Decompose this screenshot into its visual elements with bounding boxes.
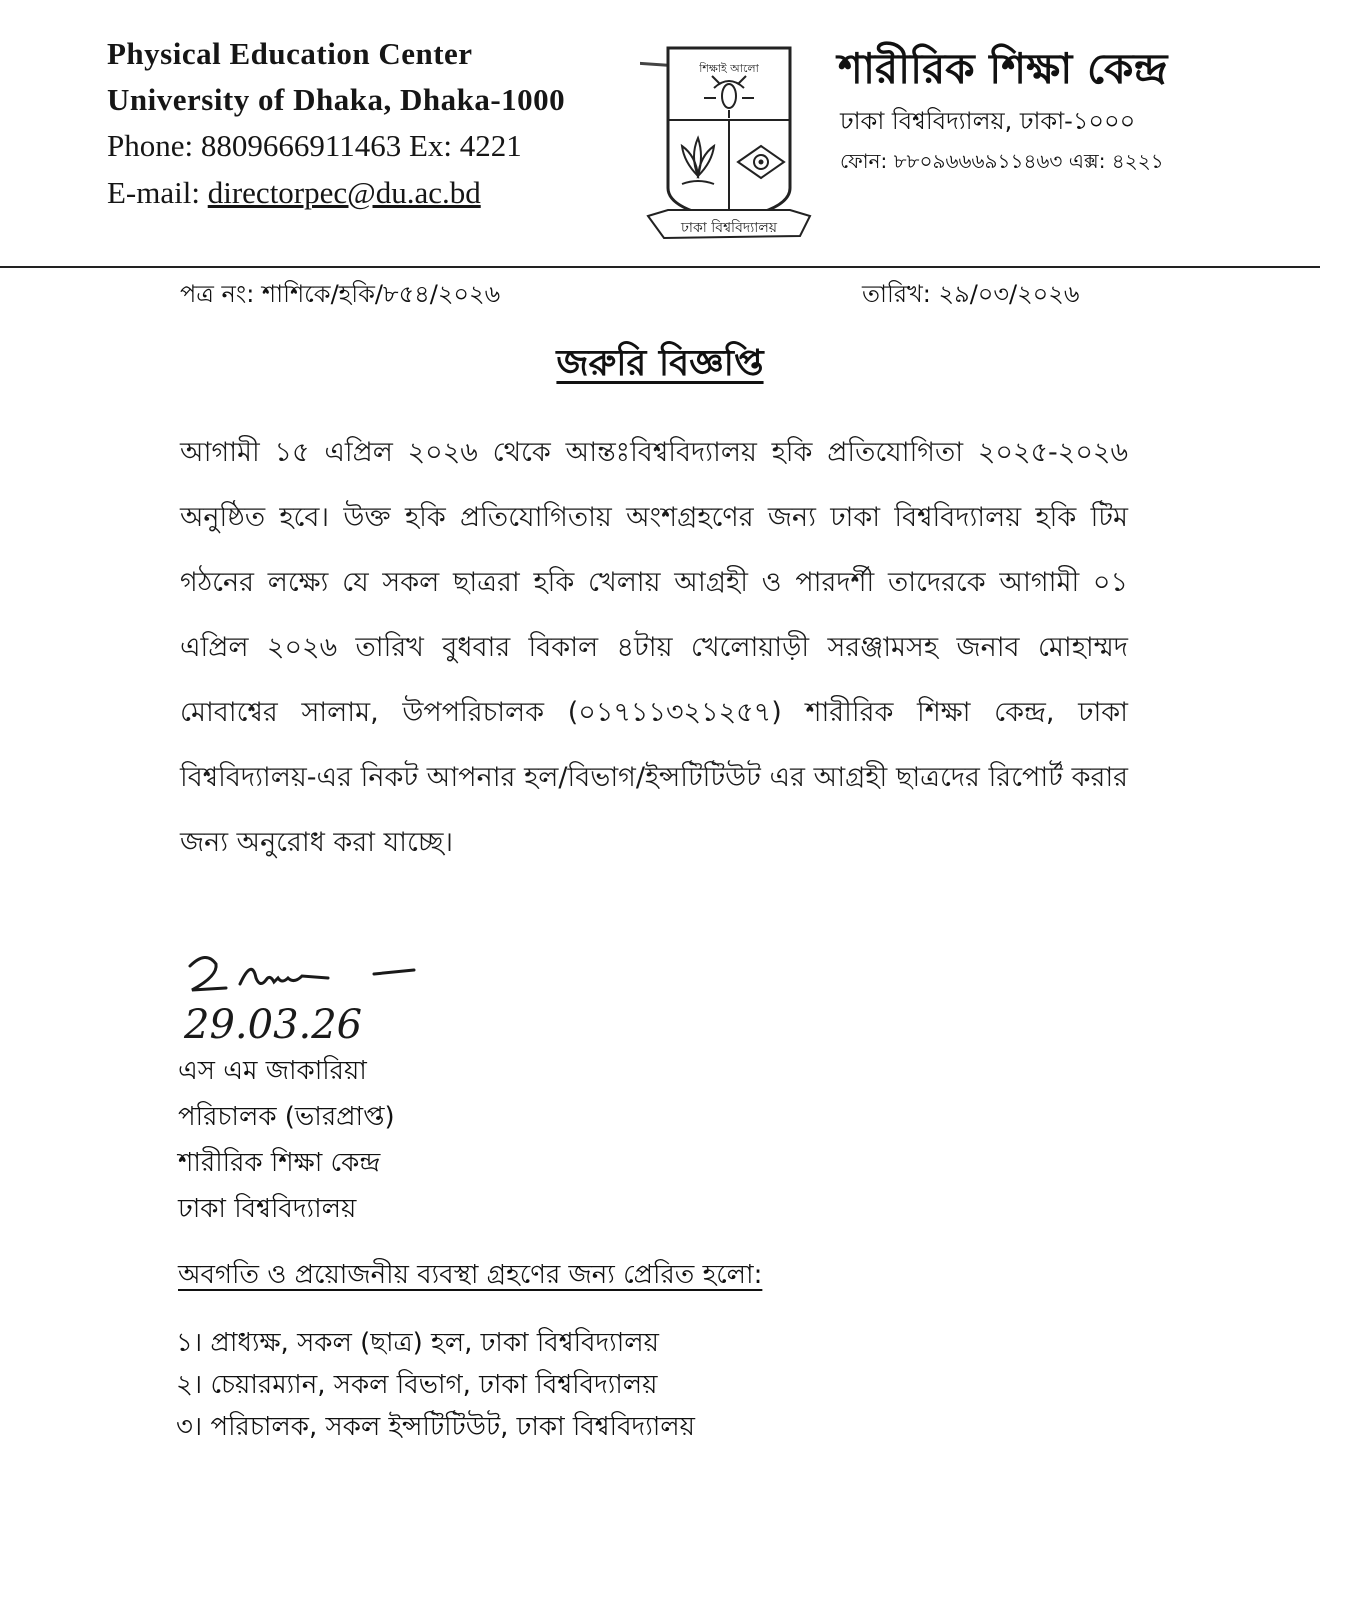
seal-motto: শিক্ষাই আলো xyxy=(699,62,759,75)
distribution-heading: অবগতি ও প্রয়োজনীয় ব্যবস্থা গ্রহণের জন্য প্রেরিত হলো: xyxy=(178,1260,763,1290)
signatory-designation: পরিচালক (ভারপ্রাপ্ত) xyxy=(178,1102,395,1132)
university-seal-logo xyxy=(640,38,830,250)
phone-bangla: ফোন: ৮৮০৯৬৬৬৯১১৪৬৩ এক্স: ৪২২১ xyxy=(840,149,1164,173)
org-name-bangla: শারীরিক শিক্ষা কেন্দ্র xyxy=(838,44,1168,93)
university-address-english: University of Dhaka, Dhaka-1000 xyxy=(107,82,566,117)
memo-date: তারিখ: ২৯/০৩/২০২৬ xyxy=(862,280,1080,308)
distribution-item: ১। প্রাধ্যক্ষ, সকল (ছাত্র) হল, ঢাকা বিশ্ববিদ্যালয় xyxy=(176,1328,659,1358)
distribution-item: ৩। পরিচালক, সকল ইন্সটিটিউট, ঢাকা বিশ্ববিদ্যালয় xyxy=(176,1412,695,1442)
phone-number: 8809666911463 Ex: 4221 xyxy=(200,128,522,163)
handwritten-date: 29.03.26 xyxy=(184,1002,363,1043)
signatory-name: এস এম জাকারিয়া xyxy=(178,1056,367,1086)
notice-body: আগামী ১৫ এপ্রিল ২০২৬ থেকে আন্তঃবিশ্ববিদ্যালয় হকি প্রতিযোগিতা ২০২৫-২০২৬ অনুষ্ঠিত হবে। উক্ত হকি প্রতিযোগিতায় অংশগ্রহণের জন্য ঢাকা বিশ্ববিদ্যালয় হকি টিম গঠনের লক্ষ্যে যে সকল ছাত্ররা হকি খেলায় আগ্রহী ও পারদর্শী তাদেরকে আগামী ০১ এপ্রিল ২০২৬ তারিখ বুধবার বিকাল ৪টায় খেলোয়াড়ী সরঞ্জামসহ জনাব মোহাম্মদ মোবাশ্বের সালাম, উপপরিচালক (০১৭১১৩২১২৫৭) শারীরিক শিক্ষা কেন্দ্র, ঢাকা বিশ্ববিদ্যালয়-এর নিকট আপনার হল/বিভাগ/ইন্সটিটিউট এর আগ্রহী ছাত্রদের রিপোর্ট করার জন্য অনুরোধ করা যাচ্ছে। xyxy=(180,437,1128,858)
phone-line xyxy=(107,128,522,164)
signatory-office: শারীরিক শিক্ষা কেন্দ্র xyxy=(178,1148,381,1178)
email-label: E-mail: xyxy=(107,175,208,210)
distribution-item: ২। চেয়ারম্যান, সকল বিভাগ, ঢাকা বিশ্ববিদ্যালয় xyxy=(176,1370,658,1400)
org-name-english: Physical Education Center xyxy=(107,36,473,71)
university-address-bangla: ঢাকা বিশ্ববিদ্যালয়, ঢাকা-১০০০ xyxy=(840,107,1136,135)
phone-label: Phone: xyxy=(107,128,201,163)
handwritten-signature xyxy=(178,948,428,1043)
memo-reference: পত্র নং: শাশিকে/হকি/৮৫৪/২০২৬ xyxy=(180,280,501,308)
seal-banner: ঢাকা বিশ্ববিদ্যালয় xyxy=(680,220,778,236)
email-line xyxy=(107,175,481,211)
signatory-institution: ঢাকা বিশ্ববিদ্যালয় xyxy=(178,1194,357,1224)
header-divider xyxy=(0,266,1320,268)
email-link[interactable]: directorpec@du.ac.bd xyxy=(207,175,481,210)
notice-heading-text: জরুরি বিজ্ঞপ্তি xyxy=(556,343,764,384)
notice-heading xyxy=(0,336,1320,396)
